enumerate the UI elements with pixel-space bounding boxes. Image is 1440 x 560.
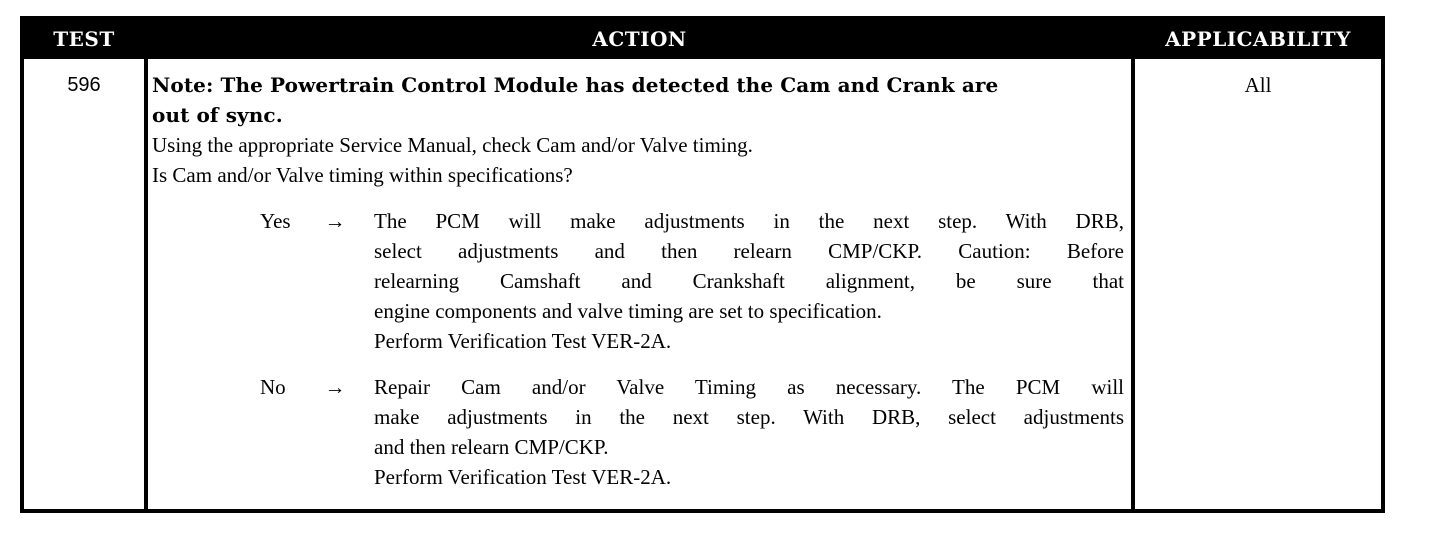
yes-line-3: relearning Camshaft and Crankshaft alignment, be sure that <box>374 269 1124 293</box>
yes-line-1: The PCM will make adjustments in the next step. With DRB, <box>374 209 1124 233</box>
no-label: No <box>260 375 286 399</box>
no-line-1: Repair Cam and/or Valve Timing as necessary. The PCM will <box>374 375 1124 399</box>
column-divider-1 <box>144 59 148 509</box>
yes-line-4: engine components and valve timing are set to specification. <box>374 299 882 323</box>
action-cell <box>152 70 1124 492</box>
header-action: ACTION <box>592 27 687 51</box>
applicability-value: All <box>1244 73 1272 97</box>
no-line-3: and then relearn CMP/CKP. <box>374 435 609 459</box>
right-arrow-icon: → <box>324 375 346 399</box>
header-test: TEST <box>53 27 115 51</box>
no-action-text <box>374 372 1124 492</box>
table-header <box>24 20 1381 59</box>
column-divider-2 <box>1131 59 1135 509</box>
note-line-2: out of sync. <box>152 103 283 127</box>
no-line-4: Perform Verification Test VER-2A. <box>374 465 672 489</box>
yes-line-2: select adjustments and then relearn CMP/CKP. Caution: Before <box>374 239 1124 263</box>
right-arrow-icon: → <box>324 209 346 233</box>
yes-action-text <box>374 206 1124 356</box>
yes-line-5: Perform Verification Test VER-2A. <box>374 329 672 353</box>
question-text: Is Cam and/or Valve timing within specifications? <box>152 163 573 187</box>
header-applicability: APPLICABILITY <box>1165 27 1351 51</box>
yes-label: Yes <box>260 209 291 233</box>
diagnostic-test-table <box>20 16 1385 513</box>
test-number: 596 <box>67 74 101 96</box>
no-line-2: make adjustments in the next step. With DRB, select adjustments <box>374 405 1124 429</box>
no-branch <box>152 372 1124 492</box>
instruction-text: Using the appropriate Service Manual, check Cam and/or Valve timing. <box>152 133 753 157</box>
yes-branch <box>152 206 1124 356</box>
note-line-1: Note: The Powertrain Control Module has detected the Cam and Crank are <box>152 73 999 97</box>
